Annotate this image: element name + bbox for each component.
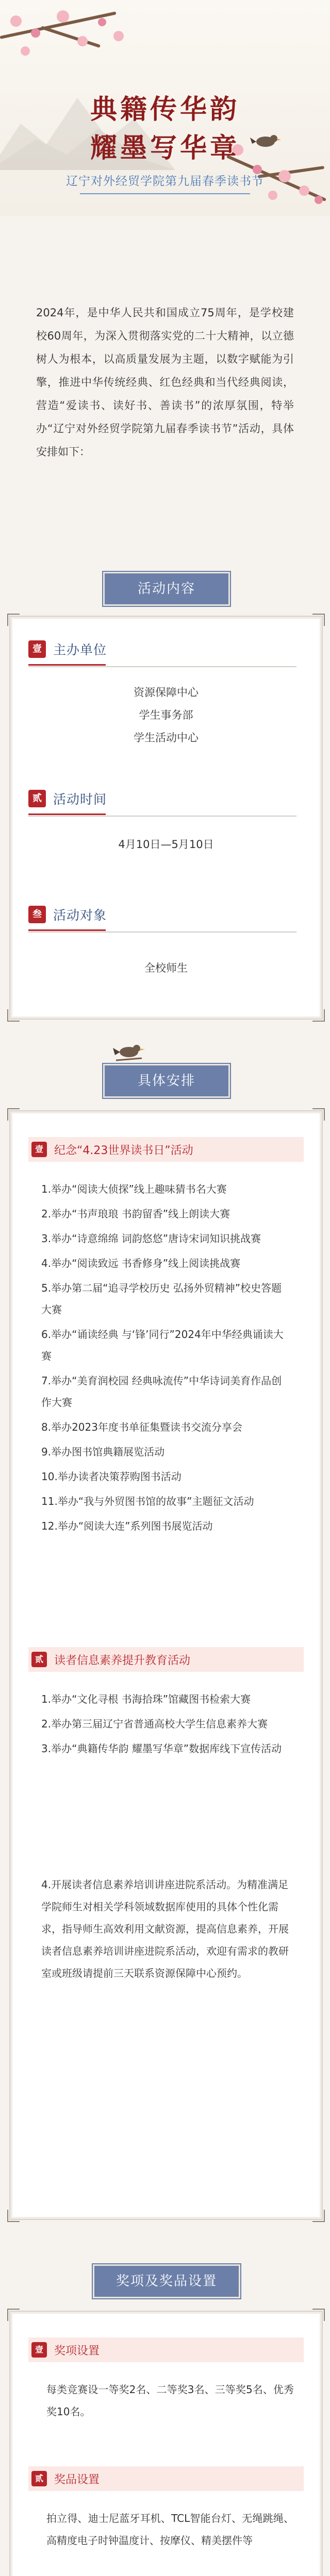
list-item: 2.举办“书声琅琅 书韵留香”线上朗读大赛	[41, 1208, 230, 1220]
list-item: 8.举办2023年度书单征集暨读书交流分享会	[41, 1421, 242, 1433]
intro-paragraph: 2024年，是中华人民共和国成立75周年，是学校建校60周年，为深入贯彻落实党的二十大精神，以立德树人为根本，以高质量发展为主题，以数字赋能为引擎，推进中华传统经典、红色经典和当代经典阅读，营造“爱读书、读好书、善读书”的浓厚氛围，特举办“辽宁对外经贸学院第九届春季读书节”活动，具体安排如下：	[36, 307, 294, 458]
list-item: 12.举办“阅读大连”系列图书展览活动	[41, 1520, 213, 1532]
corner-ornament	[312, 614, 325, 626]
organizer-name: 学生活动中心	[134, 732, 199, 744]
corner-ornament	[7, 2210, 20, 2222]
organizer-name: 资源保障中心	[134, 686, 199, 699]
heading-divider	[28, 931, 296, 933]
corner-ornament	[7, 1009, 20, 1022]
plum-blossom-branch-left	[0, 0, 134, 72]
seal-1-icon: 壹	[28, 640, 46, 658]
title-line-2: 耀墨写华章	[90, 132, 240, 164]
list-item: 7.举办“美育润校园 经典咏流传”中华诗词美育作品创作大赛	[41, 1375, 282, 1409]
list-item: 9.举办图书馆典籍展览活动	[41, 1446, 165, 1458]
activities-card	[9, 616, 323, 1020]
organizer-name: 学生事务部	[139, 709, 193, 721]
list-item: 4.举办“阅读致远 书香修身”线上阅读挑战赛	[41, 1257, 241, 1269]
list-item: 3.举办“典籍传华韵 耀墨写华章”数据库线下宣传活动	[41, 1742, 282, 1755]
target-value: 全校师生	[144, 962, 188, 974]
list-item: 10.举办读者决策荐购图书活动	[41, 1470, 182, 1483]
prizes-label: 奖品设置	[54, 2473, 100, 2486]
seal-1-icon: 壹	[31, 1142, 47, 1157]
part2-paragraph: 4.开展读者信息素养培训讲座进院系活动。为精准满足学院师生对相关学科领域数据库使用的具体个性化需求，指导师生高效利用文献资源，提高信息素养，开展读者信息素养培训讲座进院系活动，欢迎有需求的教研室或班级请提前三天联系资源保障中心预约。	[41, 1878, 289, 1979]
seal-2-icon: 贰	[31, 1652, 47, 1667]
list-item: 1.举办“阅读大侦探”线上趣味猜书名大赛	[41, 1183, 227, 1195]
prizes-text: 拍立得、迪士尼蓝牙耳机、TCL智能台灯、无绳跳绳、高精度电子时钟温度计、按摩仪、精美摆件等	[46, 2512, 294, 2547]
seal-2-icon: 贰	[31, 2471, 47, 2486]
awards-text: 每类竞赛设一等奖2名、二等奖3名、三等奖5名、优秀奖10名。	[46, 2383, 294, 2418]
title-line-1: 典籍传华韵	[90, 94, 240, 125]
list-item: 3.举办“诗意绵绵 词韵悠悠”唐诗宋词知识挑战赛	[41, 1232, 261, 1245]
time-label: 活动时间	[53, 792, 107, 807]
list-item: 11.举办“我与外贸图书馆的故事”主题征文活动	[41, 1495, 254, 1507]
subtitle-underline	[80, 193, 250, 194]
bird-icon	[111, 1041, 147, 1061]
list-item: 6.举办“诵读经典 与‘锋’同行”2024年中华经典诵读大赛	[41, 1328, 284, 1362]
corner-ornament	[7, 614, 20, 626]
prizes-heading	[28, 2466, 304, 2491]
seal-3-icon: 叁	[28, 906, 46, 923]
header-banner	[0, 0, 330, 216]
part2-heading	[28, 1647, 304, 1672]
corner-ornament	[7, 1108, 20, 1121]
part1-heading	[28, 1137, 304, 1162]
organizer-list	[10, 681, 322, 749]
organizer-heading	[28, 637, 107, 661]
part2-label: 读者信息素养提升教育活动	[54, 1654, 191, 1667]
organizer-label: 主办单位	[53, 642, 107, 657]
heading-divider	[28, 666, 296, 667]
time-heading	[28, 787, 107, 810]
seal-1-icon: 壹	[31, 2342, 47, 2358]
target-heading	[28, 903, 107, 926]
seal-2-icon: 贰	[28, 790, 46, 807]
awards-card	[9, 2311, 323, 2576]
section-banner-activities: 活动内容	[103, 572, 230, 606]
section-banner-arrangement: 具体安排	[103, 1064, 230, 1098]
list-item: 1.举办“文化寻根 书海拾珠”馆藏图书检索大赛	[41, 1693, 251, 1705]
corner-ornament	[312, 2210, 325, 2222]
awards-label: 奖项设置	[54, 2344, 100, 2358]
heading-divider	[28, 816, 296, 817]
awards-heading	[28, 2337, 304, 2362]
list-item: 2.举办第三届辽宁省普通高校大学生信息素养大赛	[41, 1718, 268, 1730]
corner-ornament	[312, 1108, 325, 1121]
part2-list	[41, 1688, 291, 1762]
corner-ornament	[312, 1009, 325, 1022]
part1-list	[41, 1178, 291, 1540]
corner-ornament	[312, 2309, 325, 2321]
arrangement-card	[9, 1110, 323, 2220]
time-value: 4月10日—5月10日	[118, 838, 214, 851]
corner-ornament	[7, 2309, 20, 2321]
section-banner-awards: 奖项及奖品设置	[93, 2264, 240, 2298]
target-label: 活动对象	[53, 908, 107, 923]
list-item: 5.举办第二届“追寻学校历史 弘扬外贸精神”校史答题大赛	[41, 1282, 282, 1316]
part1-label: 纪念“4.23世界读书日”活动	[54, 1144, 193, 1157]
subtitle: 辽宁对外经贸学院第九届春季读书节	[66, 175, 264, 188]
